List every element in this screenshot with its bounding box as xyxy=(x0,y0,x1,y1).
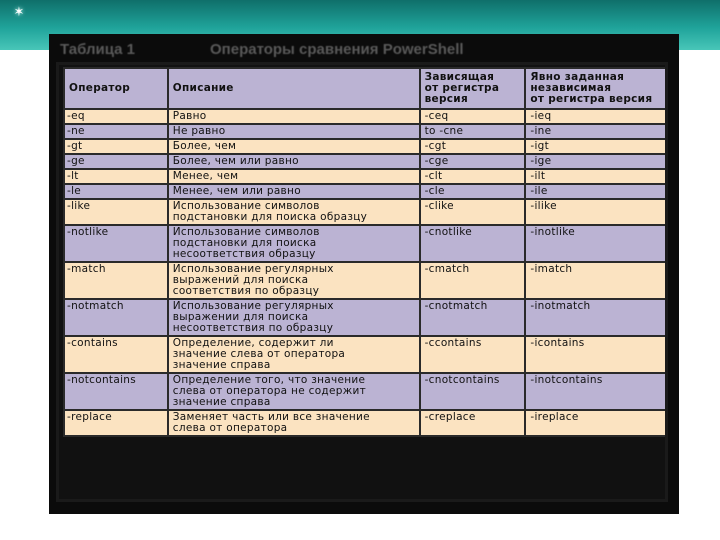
operator-cell: -match xyxy=(64,262,168,299)
case-insensitive-cell: -imatch xyxy=(525,262,667,299)
description-cell: Определение, содержит ли значение слева от оператора значение справа xyxy=(168,336,420,373)
case-sensitive-cell: -clt xyxy=(420,169,526,184)
case-sensitive-cell: -cnotcontains xyxy=(420,373,526,410)
case-sensitive-cell: -cge xyxy=(420,154,526,169)
description-cell: Использование символов подстановки для поиска несоответствия образцу xyxy=(168,225,420,262)
description-cell: Менее, чем xyxy=(168,169,420,184)
case-insensitive-cell: -inotmatch xyxy=(525,299,667,336)
header-operator: Оператор xyxy=(64,68,168,109)
operator-cell: -eq xyxy=(64,109,168,124)
case-insensitive-cell: -igt xyxy=(525,139,667,154)
case-sensitive-cell: -cmatch xyxy=(420,262,526,299)
operator-cell: -contains xyxy=(64,336,168,373)
description-cell: Заменяет часть или все значение слева от оператора xyxy=(168,410,420,436)
table-row xyxy=(64,184,667,199)
operator-cell: -replace xyxy=(64,410,168,436)
description-cell: Менее, чем или равно xyxy=(168,184,420,199)
case-insensitive-cell: -inotlike xyxy=(525,225,667,262)
sparkle-icon: ✶ xyxy=(13,5,25,20)
description-cell: Более, чем или равно xyxy=(168,154,420,169)
description-cell: Использование символов подстановки для поиска образцу xyxy=(168,199,420,225)
table-row xyxy=(64,199,667,225)
table-row xyxy=(64,169,667,184)
table-row xyxy=(64,373,667,410)
table-row xyxy=(64,154,667,169)
table-caption-title: Операторы сравнения PowerShell xyxy=(210,41,464,58)
operators-table xyxy=(63,67,668,437)
operator-cell: -notlike xyxy=(64,225,168,262)
operator-cell: -gt xyxy=(64,139,168,154)
operator-cell: -ge xyxy=(64,154,168,169)
case-sensitive-cell: -cnotmatch xyxy=(420,299,526,336)
description-cell: Использование регулярных выражении для поиска несоответствия по образцу xyxy=(168,299,420,336)
table-row xyxy=(64,299,667,336)
table-caption-label: Таблица 1 xyxy=(60,41,136,58)
operator-cell: -notcontains xyxy=(64,373,168,410)
description-cell: Более, чем xyxy=(168,139,420,154)
case-sensitive-cell: -cgt xyxy=(420,139,526,154)
table-row xyxy=(64,124,667,139)
table-row xyxy=(64,410,667,436)
table-row xyxy=(64,109,667,124)
case-sensitive-cell: -cle xyxy=(420,184,526,199)
case-sensitive-cell: -ceq xyxy=(420,109,526,124)
table-row xyxy=(64,336,667,373)
case-sensitive-cell: -clike xyxy=(420,199,526,225)
case-insensitive-cell: -ieq xyxy=(525,109,667,124)
case-insensitive-cell: -ile xyxy=(525,184,667,199)
operator-cell: -le xyxy=(64,184,168,199)
case-sensitive-cell: -cnotlike xyxy=(420,225,526,262)
table-row xyxy=(64,139,667,154)
table-row xyxy=(64,262,667,299)
description-cell: Не равно xyxy=(168,124,420,139)
case-insensitive-cell: -icontains xyxy=(525,336,667,373)
case-insensitive-cell: -ireplace xyxy=(525,410,667,436)
table-frame xyxy=(56,62,668,502)
case-sensitive-cell: to -cne xyxy=(420,124,526,139)
operator-cell: -lt xyxy=(64,169,168,184)
description-cell: Определение того, что значение слева от оператора не содержит значение справа xyxy=(168,373,420,410)
table-row xyxy=(64,225,667,262)
description-cell: Равно xyxy=(168,109,420,124)
case-insensitive-cell: -ine xyxy=(525,124,667,139)
case-insensitive-cell: -ige xyxy=(525,154,667,169)
case-sensitive-cell: -creplace xyxy=(420,410,526,436)
case-insensitive-cell: -ilike xyxy=(525,199,667,225)
table-header-row xyxy=(64,68,667,109)
table-caption xyxy=(60,38,665,64)
operator-cell: -ne xyxy=(64,124,168,139)
case-insensitive-cell: -ilt xyxy=(525,169,667,184)
header-description: Описание xyxy=(168,68,420,109)
header-case-insensitive: Явно заданная независимая от регистра версия xyxy=(525,68,667,109)
description-cell: Использование регулярных выражений для поиска соответствия по образцу xyxy=(168,262,420,299)
operator-cell: -like xyxy=(64,199,168,225)
header-case-sensitive: Зависящая от регистра версия xyxy=(420,68,526,109)
operator-cell: -notmatch xyxy=(64,299,168,336)
case-insensitive-cell: -inotcontains xyxy=(525,373,667,410)
case-sensitive-cell: -ccontains xyxy=(420,336,526,373)
